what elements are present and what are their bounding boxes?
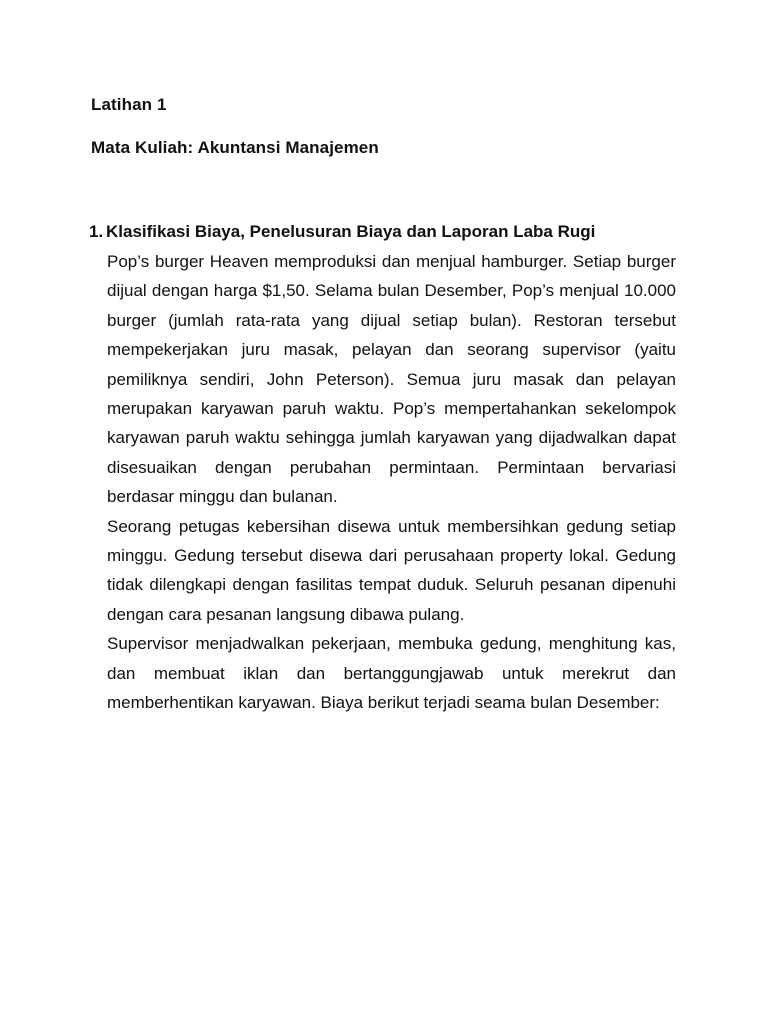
paragraph: Supervisor menjadwalkan pekerjaan, membuka gedung, menghitung kas, dan membuat iklan dan bertanggungjawab untuk merekrut dan memberhentikan karyawan. Biaya berikut terjadi seama bulan Desember: <box>107 634 676 713</box>
paragraph: Seorang petugas kebersihan disewa untuk membersihkan gedung setiap minggu. Gedung tersebut disewa dari perusahaan property lokal. Gedung tidak dilengkapi dengan fasilitas tempat duduk. Seluruh pesanan dipenuhi dengan cara pesanan langsung dibawa pulang. <box>107 516 676 624</box>
course-name: Mata Kuliah: Akuntansi Manajemen <box>91 138 379 157</box>
section-title: Klasifikasi Biaya, Penelusuran Biaya dan Laporan Laba Rugi <box>106 222 596 241</box>
document-title: Latihan 1 <box>91 95 167 114</box>
paragraph: Pop’s burger Heaven memproduksi dan menjual hamburger. Setiap burger dijual dengan harga $1,50. Selama bulan Desember, Pop’s menjual 10.000 burger (jumlah rata-rata yang dijual setiap bulan). Restoran tersebut mempekerjakan juru masak, pelayan dan seorang supervisor (yaitu pemiliknya sendiri, John Peterson). Semua juru masak dan pelayan merupakan karyawan paruh waktu. Pop’s mempertahankan sekelompok karyawan paruh waktu sehingga jumlah karyawan yang dijadwalkan dapat disesuaikan dengan perubahan permintaan. Permintaan bervariasi berdasar minggu dan bulanan. <box>107 252 676 507</box>
section-number: 1. <box>89 222 104 241</box>
section-body <box>107 247 676 718</box>
section-heading <box>89 222 595 242</box>
